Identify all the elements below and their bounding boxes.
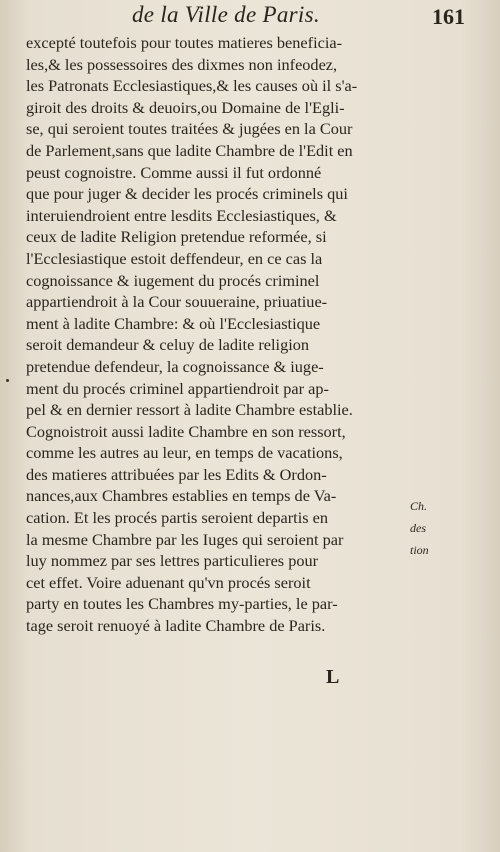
margin-note (410, 495, 446, 561)
text-line: excepté toutefois pour toutes matieres beneficia- (26, 33, 342, 52)
margin-note-line: Ch. (410, 499, 428, 513)
text-line: interuiendroient entre lesdits Ecclesiastiques, & (26, 205, 337, 225)
text-line: party en toutes les Chambres my-parties, le par- (26, 594, 338, 614)
body-text (26, 32, 426, 637)
text-line: nances,aux Chambres establies en temps de Va- (26, 486, 337, 506)
text-line: cognoissance & iugement du procés criminel (26, 270, 320, 290)
running-head: de la Ville de Paris. (132, 2, 320, 27)
margin-mark (6, 379, 9, 382)
text-line: de Parlement,sans que ladite Chambre de l'Edit en (26, 140, 353, 160)
text-line: tage seroit renuoyé à ladite Chambre de Paris. (26, 616, 326, 636)
text-line: cation. Et les procés partis seroient departis en (26, 508, 329, 528)
text-line: l'Ecclesiastique estoit deffendeur, en ce cas la (26, 248, 323, 268)
text-line: giroit des droits & deuoirs,ou Domaine de l'Egli- (26, 97, 345, 117)
text-line: ment à ladite Chambre: & où l'Ecclesiastique (26, 313, 321, 333)
text-line: luy nommez par ses lettres particulieres pour (26, 551, 319, 571)
text-line: des matieres attribuées par les Edits & Ordon- (26, 464, 327, 484)
text-line: pel & en dernier ressort à ladite Chambre establie. (26, 400, 353, 420)
text-line: se, qui seroient toutes traitées & jugées en la Cour (26, 119, 353, 139)
text-line: cet effet. Voire aduenant qu'vn procés seroit (26, 572, 311, 592)
text-line: ment du procés criminel appartiendroit par ap- (26, 378, 329, 398)
text-line: que pour juger & decider les procés criminels qui (26, 184, 348, 204)
text-line: peust cognoistre. Comme aussi il fut ordonné (26, 162, 322, 182)
text-line: la mesme Chambre par les Iuges qui seroient par (26, 529, 344, 549)
signature-mark: L (326, 666, 340, 688)
text-line: les Patronats Ecclesiastiques,& les causes où il s'a- (26, 76, 358, 96)
text-line: Cognoistroit aussi ladite Chambre en son ressort, (26, 421, 346, 441)
margin-note-line: des (410, 521, 426, 535)
text-line: seroit demandeur & celuy de ladite religion (26, 335, 310, 355)
text-line: appartiendroit à la Cour souueraine, priuatiue- (26, 292, 328, 312)
text-line: pretendue defendeur, la cognoissance & iuge- (26, 356, 324, 376)
text-line: les,& les possessoires des dixmes non infeodez, (26, 54, 338, 74)
text-line: comme les autres au leur, en temps de vacations, (26, 443, 343, 463)
text-line: ceux de ladite Religion pretendue reformée, si (26, 227, 327, 247)
page-header (0, 2, 500, 36)
margin-note-line: tion (410, 543, 429, 557)
page-number: 161 (432, 4, 465, 29)
